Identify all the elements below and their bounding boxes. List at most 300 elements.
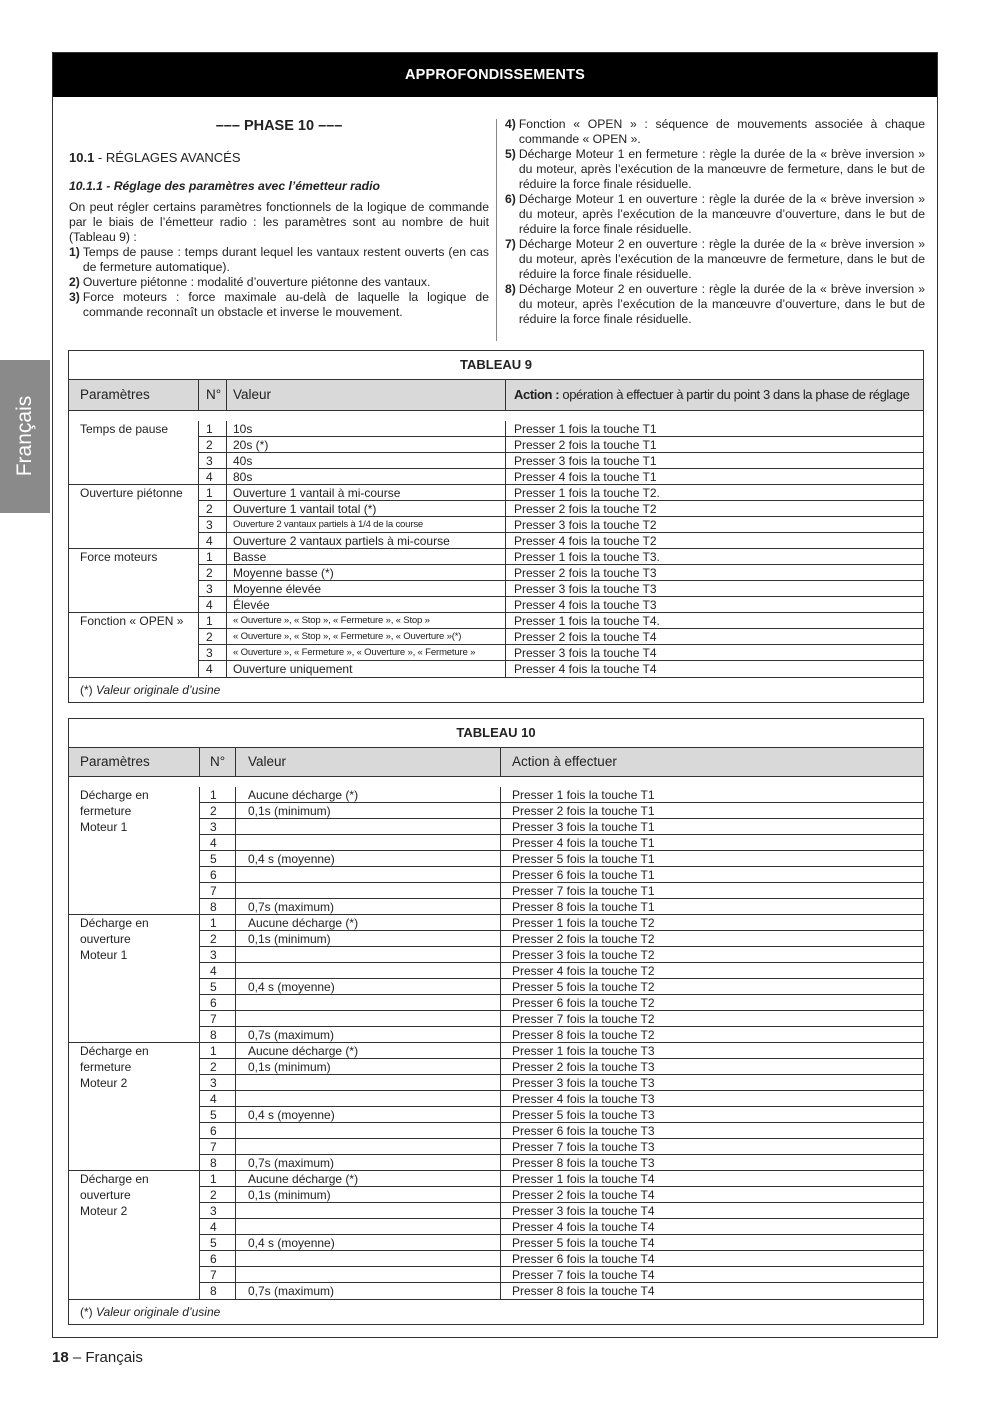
- action-cell: Presser 4 fois la touche T4: [505, 661, 923, 677]
- value-cell: 0,1s (minimum): [235, 803, 500, 819]
- parameter-cell: Décharge en: [80, 916, 149, 930]
- section-number: 10.1: [69, 150, 95, 165]
- value-cell: 0,1s (minimum): [235, 1187, 500, 1203]
- number-cell: 4: [198, 597, 226, 613]
- table-row: [69, 979, 923, 995]
- number-cell: 6: [199, 995, 235, 1011]
- action-cell: Presser 2 fois la touche T2: [500, 931, 923, 947]
- table-row: [69, 1155, 923, 1171]
- tableau-10-header: [69, 748, 923, 777]
- number-cell: 8: [199, 899, 235, 915]
- table-row: [69, 629, 923, 645]
- number-cell: 8: [199, 1155, 235, 1171]
- tableau-9-header: [69, 380, 923, 411]
- number-cell: 4: [199, 963, 235, 979]
- table-row: [69, 1107, 923, 1123]
- parameter-cell: Ouverture piétonne: [80, 486, 183, 500]
- value-cell: Aucune décharge (*): [235, 787, 500, 803]
- item-text: Temps de pause : temps durant lequel les vantaux restent ouverts (en cas de fermeture automatique).: [82, 245, 489, 274]
- item-text: Ouverture piétonne : modalité d’ouverture piétonne des vantaux.: [82, 275, 431, 289]
- value-cell: 0,4 s (moyenne): [235, 1235, 500, 1251]
- item-number: 1): [69, 245, 80, 259]
- action-cell: Presser 3 fois la touche T4: [505, 645, 923, 661]
- number-cell: 2: [199, 1059, 235, 1075]
- table-row: [69, 867, 923, 883]
- value-cell: Ouverture 1 vantail total (*): [226, 501, 505, 517]
- action-cell: Presser 1 fois la touche T3: [500, 1043, 923, 1059]
- value-cell: [235, 1139, 500, 1155]
- table-row: [69, 1091, 923, 1107]
- page-number: 18: [52, 1349, 69, 1366]
- table-row: [69, 963, 923, 979]
- action-cell: Presser 2 fois la touche T1: [500, 803, 923, 819]
- tableau-10: [68, 718, 924, 1325]
- parameter-cell: Temps de pause: [80, 422, 169, 436]
- parameter-cell: [69, 597, 198, 613]
- table-row: [69, 819, 923, 835]
- side-tab-label: Français: [13, 395, 36, 477]
- action-cell: Presser 2 fois la touche T4: [505, 629, 923, 645]
- item-text: Fonction « OPEN » : séquence de mouvements associée à chaque commande « OPEN ».: [518, 117, 925, 146]
- value-cell: [235, 995, 500, 1011]
- number-cell: 1: [199, 787, 235, 803]
- item-text: Décharge Moteur 1 en fermeture : règle la durée de la « brève inversion » du moteur, après l’exécution de la manœuvre de fermeture, dans le but de réduire la force finale résiduelle.: [518, 147, 925, 191]
- table-row: [69, 1123, 923, 1139]
- action-cell: Presser 6 fois la touche T1: [500, 867, 923, 883]
- parameter-cell: [69, 963, 199, 979]
- parameter-cell: [69, 1219, 199, 1235]
- table-row: [69, 1283, 923, 1299]
- table-row: [69, 453, 923, 469]
- value-cell: Ouverture 2 vantaux partiels à 1/4 de la course: [226, 517, 505, 533]
- value-cell: 0,4 s (moyenne): [235, 851, 500, 867]
- number-cell: 6: [199, 1123, 235, 1139]
- list-item: [505, 117, 925, 147]
- parameter-cell: ouverture: [80, 932, 131, 946]
- header-numero: N°: [198, 380, 226, 410]
- value-cell: Aucune décharge (*): [235, 1043, 500, 1059]
- value-cell: Élevée: [226, 597, 505, 613]
- footnote-mark: (*): [80, 1305, 96, 1319]
- action-cell: Presser 4 fois la touche T1: [500, 835, 923, 851]
- value-cell: [235, 835, 500, 851]
- footnote-mark: (*): [80, 683, 96, 697]
- item-number: 5): [505, 147, 516, 161]
- item-text: Force moteurs : force maximale au-delà de laquelle la logique de commande reconnaît un obstacle et inverse le mouvement.: [82, 290, 489, 319]
- number-cell: 8: [199, 1027, 235, 1043]
- table-row: [69, 581, 923, 597]
- right-item-list: [505, 117, 925, 327]
- number-cell: 2: [198, 437, 226, 453]
- action-cell: Presser 4 fois la touche T2: [500, 963, 923, 979]
- action-cell: Presser 1 fois la touche T3.: [505, 549, 923, 565]
- action-cell: Presser 5 fois la touche T2: [500, 979, 923, 995]
- parameter-cell: [69, 995, 199, 1011]
- left-item-list: [69, 245, 489, 320]
- action-cell: Presser 8 fois la touche T2: [500, 1027, 923, 1043]
- parameter-cell: [69, 1139, 199, 1155]
- number-cell: 8: [199, 1283, 235, 1299]
- parameter-cell: [69, 1011, 199, 1027]
- action-cell: Presser 4 fois la touche T1: [505, 469, 923, 485]
- value-cell: [235, 947, 500, 963]
- table-row: [69, 915, 923, 931]
- parameter-cell: [69, 1251, 199, 1267]
- table-row: [69, 1075, 923, 1091]
- left-column: [69, 117, 489, 320]
- action-cell: Presser 7 fois la touche T1: [500, 883, 923, 899]
- tableau-10-footnote: [69, 1299, 923, 1324]
- action-cell: Presser 7 fois la touche T4: [500, 1267, 923, 1283]
- number-cell: 4: [198, 661, 226, 677]
- action-cell: Presser 3 fois la touche T1: [500, 819, 923, 835]
- item-number: 7): [505, 237, 516, 251]
- parameter-cell: [69, 453, 198, 469]
- number-cell: 3: [198, 517, 226, 533]
- tableau-9-body: [69, 411, 923, 677]
- list-item: [505, 147, 925, 192]
- table-row: [69, 787, 923, 803]
- parameter-cell: [69, 469, 198, 485]
- page-frame: [52, 52, 938, 1338]
- number-cell: 4: [199, 835, 235, 851]
- parameter-cell: [69, 533, 198, 549]
- number-cell: 4: [199, 1091, 235, 1107]
- action-cell: Presser 1 fois la touche T2.: [505, 485, 923, 501]
- parameter-cell: [69, 661, 198, 677]
- parameter-cell: [69, 565, 198, 581]
- number-cell: 1: [198, 549, 226, 565]
- value-cell: 0,1s (minimum): [235, 931, 500, 947]
- number-cell: 5: [199, 1235, 235, 1251]
- table-row: [69, 899, 923, 915]
- action-cell: Presser 3 fois la touche T2: [500, 947, 923, 963]
- value-cell: « Ouverture », « Stop », « Fermeture », « Stop »: [226, 613, 505, 629]
- table-row: [69, 947, 923, 963]
- table-row: [69, 1027, 923, 1043]
- table-row: [69, 1251, 923, 1267]
- section-header: APPROFONDISSEMENTS: [53, 53, 937, 97]
- value-cell: [235, 883, 500, 899]
- table-row: [69, 645, 923, 661]
- number-cell: 5: [199, 979, 235, 995]
- value-cell: [235, 1011, 500, 1027]
- number-cell: 4: [198, 533, 226, 549]
- number-cell: 2: [199, 803, 235, 819]
- tableau-9-title: TABLEAU 9: [69, 351, 923, 380]
- value-cell: 0,4 s (moyenne): [235, 979, 500, 995]
- page-language: Français: [85, 1349, 143, 1366]
- parameter-cell: [69, 501, 198, 517]
- number-cell: 5: [199, 851, 235, 867]
- parameter-cell: [69, 1155, 199, 1171]
- parameter-cell: ouverture: [80, 1188, 131, 1202]
- parameter-cell: [69, 883, 199, 899]
- action-cell: Presser 4 fois la touche T3: [500, 1091, 923, 1107]
- table-row: [69, 1059, 923, 1075]
- action-cell: Presser 3 fois la touche T1: [505, 453, 923, 469]
- subsection-title: 10.1.1 - Réglage des paramètres avec l’émetteur radio: [69, 179, 380, 193]
- number-cell: 4: [198, 469, 226, 485]
- header-numero: N°: [199, 748, 235, 776]
- parameter-cell: [69, 1091, 199, 1107]
- number-cell: 6: [199, 1251, 235, 1267]
- section-title: [69, 150, 489, 165]
- page-footer: [52, 1349, 143, 1366]
- parameter-cell: [69, 1283, 199, 1299]
- action-cell: Presser 5 fois la touche T1: [500, 851, 923, 867]
- value-cell: 80s: [226, 469, 505, 485]
- parameter-cell: [69, 645, 198, 661]
- list-item: [505, 237, 925, 282]
- table-row: [69, 485, 923, 501]
- number-cell: 1: [199, 1171, 235, 1187]
- value-cell: 20s (*): [226, 437, 505, 453]
- table-row: [69, 1171, 923, 1187]
- table-row: [69, 1139, 923, 1155]
- action-cell: Presser 1 fois la touche T4.: [505, 613, 923, 629]
- number-cell: 1: [198, 613, 226, 629]
- parameter-cell: [69, 851, 199, 867]
- table-row: [69, 1011, 923, 1027]
- parameter-cell: [69, 437, 198, 453]
- parameter-cell: [69, 581, 198, 597]
- value-cell: Moyenne élevée: [226, 581, 505, 597]
- number-cell: 1: [199, 1043, 235, 1059]
- footnote-text: Valeur originale d’usine: [96, 1305, 221, 1319]
- parameter-cell: fermeture: [80, 1060, 132, 1074]
- parameter-cell: Moteur 1: [80, 820, 128, 834]
- action-cell: Presser 2 fois la touche T3: [505, 565, 923, 581]
- number-cell: 2: [198, 629, 226, 645]
- value-cell: 0,7s (maximum): [235, 1027, 500, 1043]
- table-row: [69, 501, 923, 517]
- action-cell: Presser 4 fois la touche T4: [500, 1219, 923, 1235]
- parameter-cell: Moteur 1: [80, 948, 128, 962]
- header-parametres: Paramètres: [80, 387, 150, 402]
- action-cell: Presser 8 fois la touche T4: [500, 1283, 923, 1299]
- tableau-9-footnote: [69, 677, 923, 702]
- tableau-10-body: [69, 777, 923, 1299]
- parameter-cell: Décharge en: [80, 788, 149, 802]
- parameter-cell: Décharge en: [80, 1044, 149, 1058]
- value-cell: Ouverture 1 vantail à mi-course: [226, 485, 505, 501]
- table-row: [69, 851, 923, 867]
- footnote-text: Valeur originale d’usine: [96, 683, 221, 697]
- number-cell: 1: [198, 421, 226, 437]
- item-text: Décharge Moteur 2 en ouverture : règle la durée de la « brève inversion » du moteur, après l’exécution de la manœuvre de fermeture, dans le but de réduire la force finale résiduelle.: [518, 237, 925, 281]
- table-row: [69, 1203, 923, 1219]
- value-cell: [235, 1203, 500, 1219]
- table-row: [69, 533, 923, 549]
- value-cell: [235, 1251, 500, 1267]
- table-row: [69, 597, 923, 613]
- list-item: [505, 282, 925, 327]
- section-title-text: - RÉGLAGES AVANCÉS: [94, 150, 241, 165]
- item-number: 4): [505, 117, 516, 131]
- parameter-cell: [69, 1107, 199, 1123]
- parameter-cell: [69, 899, 199, 915]
- parameter-cell: Force moteurs: [80, 550, 158, 564]
- item-text: Décharge Moteur 2 en ouverture : règle la durée de la « brève inversion » du moteur, après l’exécution de la manœuvre d’ouverture, dans le but de réduire la force finale résiduelle.: [518, 282, 925, 326]
- item-number: 6): [505, 192, 516, 206]
- number-cell: 3: [199, 819, 235, 835]
- action-cell: Presser 1 fois la touche T1: [505, 421, 923, 437]
- number-cell: 1: [199, 915, 235, 931]
- phase-title: ––– PHASE 10 –––: [215, 118, 343, 134]
- number-cell: 2: [198, 501, 226, 517]
- table-row: [69, 549, 923, 565]
- header-valeur: Valeur: [226, 380, 505, 410]
- value-cell: 0,7s (maximum): [235, 1283, 500, 1299]
- parameter-cell: [69, 517, 198, 533]
- value-cell: Ouverture uniquement: [226, 661, 505, 677]
- value-cell: 40s: [226, 453, 505, 469]
- value-cell: [235, 867, 500, 883]
- table-row: [69, 1267, 923, 1283]
- value-cell: [235, 1075, 500, 1091]
- table-row: [69, 437, 923, 453]
- action-cell: Presser 6 fois la touche T3: [500, 1123, 923, 1139]
- table-row: [69, 613, 923, 629]
- number-cell: 3: [199, 947, 235, 963]
- parameter-cell: Décharge en: [80, 1172, 149, 1186]
- table-row: [69, 469, 923, 485]
- value-cell: Moyenne basse (*): [226, 565, 505, 581]
- header-parametres: Paramètres: [80, 754, 150, 769]
- value-cell: Aucune décharge (*): [235, 1171, 500, 1187]
- value-cell: [235, 1123, 500, 1139]
- number-cell: 7: [199, 1139, 235, 1155]
- action-cell: Presser 1 fois la touche T2: [500, 915, 923, 931]
- value-cell: 0,4 s (moyenne): [235, 1107, 500, 1123]
- table-row: [69, 517, 923, 533]
- table-row: [69, 1235, 923, 1251]
- table-row: [69, 1187, 923, 1203]
- table-row: [69, 421, 923, 437]
- item-number: 3): [69, 290, 80, 304]
- value-cell: Aucune décharge (*): [235, 915, 500, 931]
- action-cell: Presser 6 fois la touche T2: [500, 995, 923, 1011]
- tableau-9: [68, 350, 924, 703]
- action-cell: Presser 1 fois la touche T4: [500, 1171, 923, 1187]
- table-row: [69, 883, 923, 899]
- number-cell: 2: [199, 931, 235, 947]
- parameter-cell: [69, 1267, 199, 1283]
- action-cell: Presser 4 fois la touche T2: [505, 533, 923, 549]
- action-cell: Presser 2 fois la touche T2: [505, 501, 923, 517]
- action-cell: Presser 4 fois la touche T3: [505, 597, 923, 613]
- parameter-cell: [69, 629, 198, 645]
- header-action-description: opération à effectuer à partir du point 3 dans la phase de réglage: [559, 387, 910, 402]
- parameter-cell: [69, 1123, 199, 1139]
- number-cell: 6: [199, 867, 235, 883]
- number-cell: 3: [199, 1075, 235, 1091]
- list-item: [69, 290, 489, 320]
- value-cell: [235, 1267, 500, 1283]
- table-row: [69, 931, 923, 947]
- parameter-cell: [69, 835, 199, 851]
- number-cell: 2: [198, 565, 226, 581]
- value-cell: Ouverture 2 vantaux partiels à mi-course: [226, 533, 505, 549]
- language-side-tab: [0, 360, 50, 513]
- action-cell: Presser 2 fois la touche T1: [505, 437, 923, 453]
- list-item: [505, 192, 925, 237]
- value-cell: 0,7s (maximum): [235, 899, 500, 915]
- table-row: [69, 1219, 923, 1235]
- item-number: 8): [505, 282, 516, 296]
- number-cell: 5: [199, 1107, 235, 1123]
- action-cell: Presser 6 fois la touche T4: [500, 1251, 923, 1267]
- number-cell: 3: [199, 1203, 235, 1219]
- header-action: [505, 380, 923, 410]
- value-cell: « Ouverture », « Fermeture », « Ouverture », « Fermeture »: [226, 645, 505, 661]
- table-row: [69, 803, 923, 819]
- number-cell: 2: [199, 1187, 235, 1203]
- value-cell: 10s: [226, 421, 505, 437]
- table-row: [69, 1043, 923, 1059]
- number-cell: 3: [198, 645, 226, 661]
- value-cell: « Ouverture », « Stop », « Fermeture », « Ouverture »(*): [226, 629, 505, 645]
- action-cell: Presser 3 fois la touche T2: [505, 517, 923, 533]
- number-cell: 4: [199, 1219, 235, 1235]
- parameter-cell: Fonction « OPEN »: [80, 614, 184, 628]
- action-cell: Presser 5 fois la touche T3: [500, 1107, 923, 1123]
- action-cell: Presser 7 fois la touche T2: [500, 1011, 923, 1027]
- number-cell: 7: [199, 1267, 235, 1283]
- number-cell: 7: [199, 883, 235, 899]
- value-cell: [235, 1091, 500, 1107]
- value-cell: [235, 963, 500, 979]
- intro-paragraph: On peut régler certains paramètres fonctionnels de la logique de commande par le biais de l’émetteur radio : les paramètres sont au nombre de huit (Tableau 9) :: [69, 200, 489, 244]
- number-cell: 3: [198, 453, 226, 469]
- table-row: [69, 995, 923, 1011]
- table-row: [69, 835, 923, 851]
- parameter-cell: [69, 1027, 199, 1043]
- action-cell: Presser 1 fois la touche T1: [500, 787, 923, 803]
- value-cell: 0,1s (minimum): [235, 1059, 500, 1075]
- right-column: [505, 117, 925, 327]
- header-valeur: Valeur: [235, 748, 500, 776]
- number-cell: 3: [198, 581, 226, 597]
- value-cell: [235, 819, 500, 835]
- action-cell: Presser 8 fois la touche T3: [500, 1155, 923, 1171]
- action-cell: Presser 3 fois la touche T3: [500, 1075, 923, 1091]
- parameter-cell: [69, 1235, 199, 1251]
- parameter-cell: Moteur 2: [80, 1204, 128, 1218]
- page-separator: –: [68, 1349, 86, 1366]
- item-text: Décharge Moteur 1 en ouverture : règle la durée de la « brève inversion » du moteur, après l’exécution de la manœuvre d’ouverture, dans le but de réduire la force finale résiduelle.: [518, 192, 925, 236]
- action-cell: Presser 2 fois la touche T4: [500, 1187, 923, 1203]
- action-cell: Presser 3 fois la touche T4: [500, 1203, 923, 1219]
- number-cell: 7: [199, 1011, 235, 1027]
- table-row: [69, 661, 923, 677]
- parameter-cell: [69, 867, 199, 883]
- value-cell: Basse: [226, 549, 505, 565]
- column-divider: [496, 119, 497, 341]
- value-cell: 0,7s (maximum): [235, 1155, 500, 1171]
- header-action-label: Action :: [514, 387, 560, 402]
- list-item: [69, 275, 489, 290]
- parameter-cell: fermeture: [80, 804, 132, 818]
- action-cell: Presser 3 fois la touche T3: [505, 581, 923, 597]
- parameter-cell: [69, 979, 199, 995]
- header-action: Action à effectuer: [500, 748, 923, 776]
- action-cell: Presser 2 fois la touche T3: [500, 1059, 923, 1075]
- tableau-10-title: TABLEAU 10: [69, 719, 923, 748]
- number-cell: 1: [198, 485, 226, 501]
- item-number: 2): [69, 275, 80, 289]
